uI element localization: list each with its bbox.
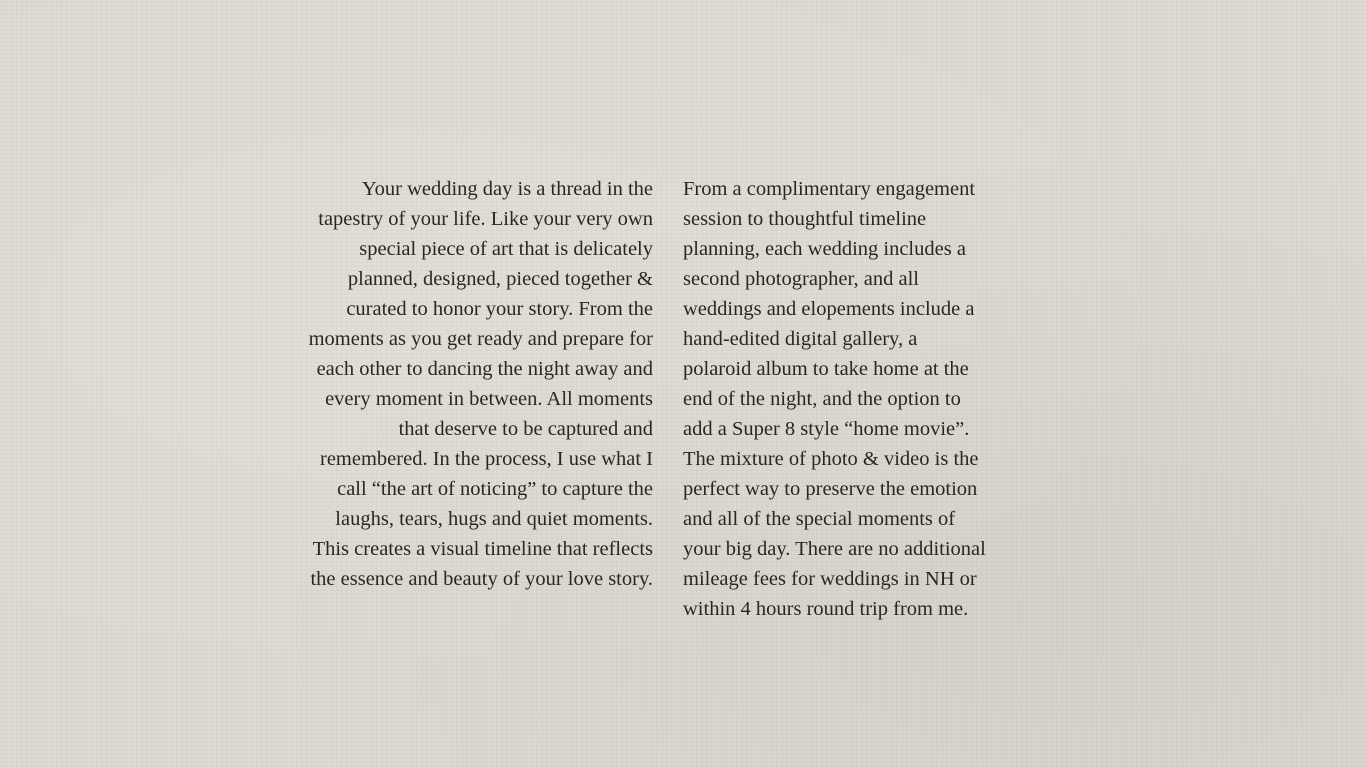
text-line: moments as you get ready and prepare for [308,328,653,350]
text-line: second photographer, and all [683,268,919,290]
text-line: end of the night, and the option to [683,388,961,410]
intro-paragraph-right [683,174,1018,624]
text-line: tapestry of your life. Like your very own [318,208,653,230]
text-line: mileage fees for weddings in NH or [683,568,977,590]
text-line: From a complimentary engagement [683,178,976,200]
text-line: special piece of art that is delicately [359,238,653,260]
intro-paragraph-left [280,174,653,594]
text-line: The mixture of photo & video is the [683,448,979,470]
text-line: the essence and beauty of your love story. [310,568,653,590]
text-line: and all of the special moments of [683,508,956,530]
text-line: planned, designed, pieced together & [347,268,653,290]
text-line: hand-edited digital gallery, a [683,328,918,350]
text-line: add a Super 8 style “home movie”. [683,418,970,440]
text-line: curated to honor your story. From the [346,298,653,320]
text-line: within 4 hours round trip from me. [683,598,969,620]
text-line: that deserve to be captured and [398,418,653,440]
text-line: every moment in between. All moments [325,388,653,410]
text-line: call “the art of noticing” to capture the [337,478,653,500]
text-line: laughs, tears, hugs and quiet moments. [335,508,653,530]
text-line: each other to dancing the night away and [316,358,653,380]
text-line: your big day. There are no additional [683,538,986,560]
text-line: polaroid album to take home at the [683,358,969,380]
text-line: This creates a visual timeline that reflects [312,538,653,560]
text-line: weddings and elopements include a [683,298,975,320]
text-line: session to thoughtful timeline [683,208,927,230]
text-line: planning, each wedding includes a [683,238,966,260]
text-line: Your wedding day is a thread in the [361,178,653,200]
text-line: perfect way to preserve the emotion [683,478,978,500]
text-line: remembered. In the process, I use what I [320,448,653,470]
